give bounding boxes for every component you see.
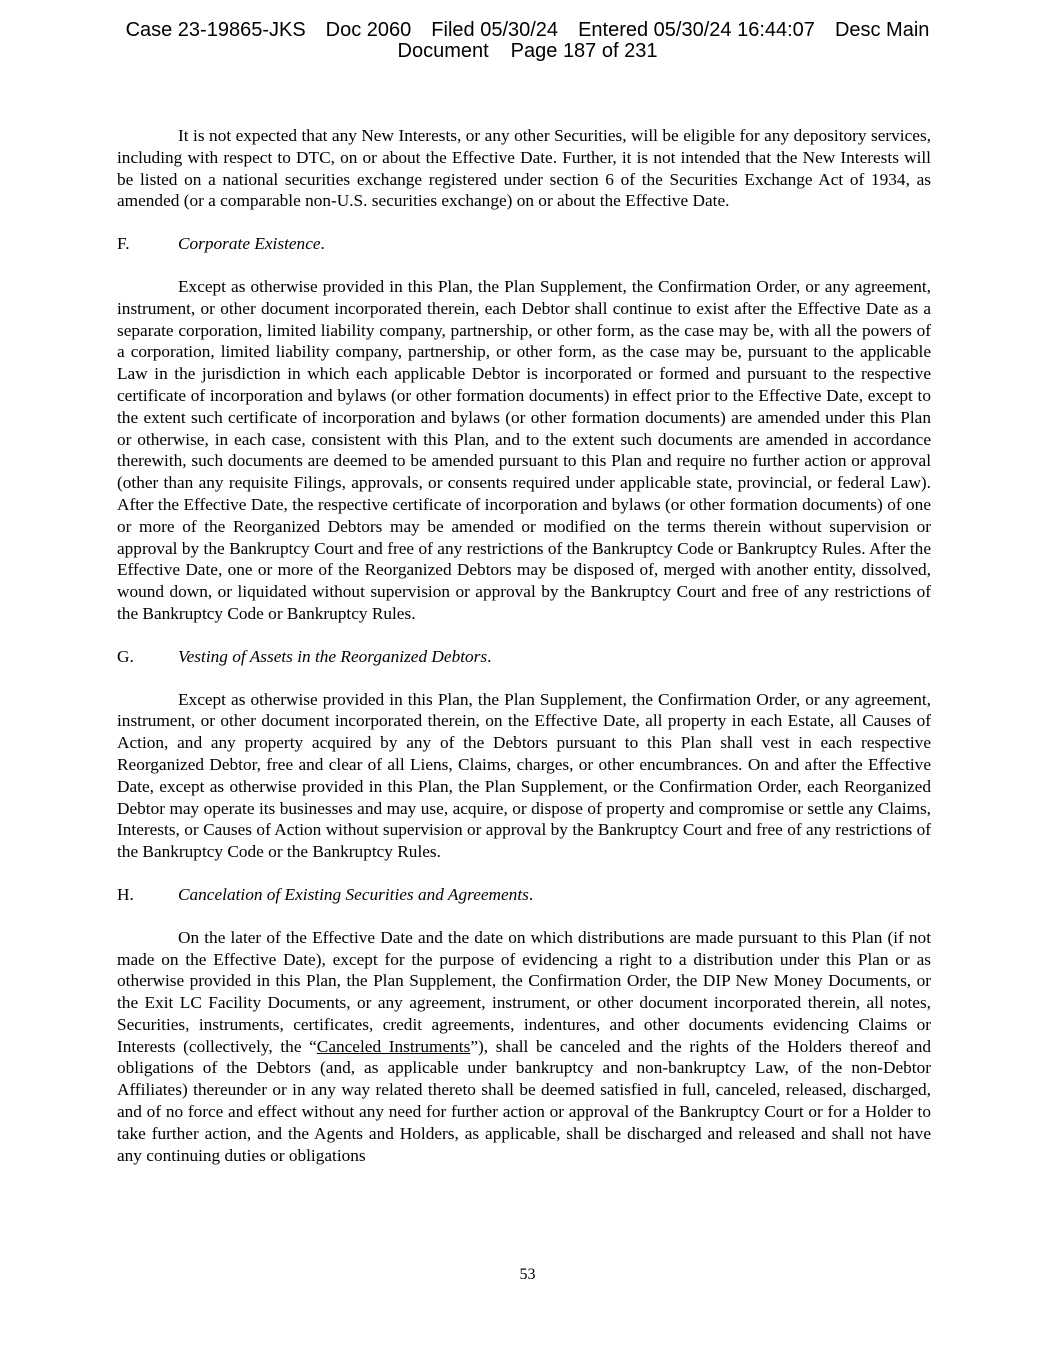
page-number: 53 bbox=[519, 1266, 536, 1283]
section-title: Corporate Existence bbox=[178, 234, 321, 254]
defined-term-canceled-instruments: Canceled Instruments bbox=[316, 1036, 471, 1056]
section-title: Vesting of Assets in the Reorganized Debtors bbox=[178, 646, 488, 666]
entered-date: Entered 05/30/24 16:44:07 bbox=[578, 19, 815, 41]
page-count: Page 187 of 231 bbox=[510, 40, 658, 62]
paragraph-cancelation bbox=[117, 927, 931, 1167]
section-letter: H. bbox=[117, 884, 134, 904]
paragraph-intro: It is not expected that any New Interests, or any other Securities, will be eligible for any depository services, including with respect to DTC, on or about the Effective Date. Further, it is not intended that the New Interests will be listed on a national securities exchange registered under section 6 of the Securities Exchange Act of 1934, as amended (or a comparable non-U.S. securities exchange) on or about the Effective Date. bbox=[117, 126, 931, 211]
section-heading-g: G. Vesting of Assets in the Reorganized Debtors. bbox=[117, 646, 492, 666]
section-letter: G. bbox=[117, 646, 134, 666]
paragraph-corporate-existence: Except as otherwise provided in this Plan, the Plan Supplement, the Confirmation Order, or any agreement, instrument, or other document incorporated therein, each Debtor shall continue to exist after the Effective Date as a separate corporation, limited liability company, partnership, or other form, as the case may be, with all the powers of a corporation, limited liability company, partnership, or other form, as the case may be, pursuant to the applicable Law in the jurisdiction in which each applicable Debtor is incorporated or formed and pursuant to the respective certificate of incorporation and bylaws (or other formation documents) in effect prior to the Effective Date, except to the extent such certificate of incorporation and bylaws (or other formation documents) are amended under this Plan or otherwise, in each case, consistent with this Plan, and to the extent such documents are amended in accordance therewith, such documents are deemed to be amended pursuant to this Plan and require no further action or approval (other than any requisite Filings, approvals, or consents required under applicable state, provincial, or federal Law). After the Effective Date, the respective certificate of incorporation and bylaws (or other formation documents) of one or more of the Reorganized Debtors may be amended or modified on the terms therein without supervision or approval by the Bankruptcy Court and free of any restrictions of the Bankruptcy Code or Bankruptcy Rules. After the Effective Date, one or more of the Reorganized Debtors may be disposed of, merged with another entity, dissolved, wound down, or liquidated without supervision or approval by the Bankruptcy Court and free of any restrictions of the Bankruptcy Code or Bankruptcy Rules. bbox=[117, 276, 931, 623]
paragraph-text-part-1: On the later of the Effective Date and the date on which distributions are made pursuant to this Plan (if not made on the Effective Date), except for the purpose of evidencing a right to a distribution under this Plan or as otherwise provided in this Plan, the Plan Supplement, the Confirmation Order, the DIP New Money Documents, or the Exit LC Facility Documents, or any agreement, instrument, or other document incorporated therein, all notes, Securities, instruments, certificates, credit agreements, indentures, and other documents evidencing Claims or Interests (collectively, the “ bbox=[117, 927, 931, 1056]
filing-header-line-1 bbox=[0, 20, 1055, 41]
document-label: Document bbox=[397, 40, 489, 62]
case-number: Case 23-19865-JKS bbox=[125, 19, 306, 41]
filed-date: Filed 05/30/24 bbox=[431, 19, 559, 41]
document-body bbox=[117, 125, 931, 1166]
court-filing-header bbox=[0, 20, 1055, 62]
section-heading-h: H. Cancelation of Existing Securities and Agreements. bbox=[117, 884, 534, 904]
paragraph-text-part-2: ”), shall be canceled and the rights of the Holders thereof and obligations of the Debtors (and, as applicable under bankruptcy and non-bankruptcy Law, of the non-Debtor Affiliates) thereunder or in any way related thereto shall be deemed satisfied in full, canceled, released, discharged, and of no force and effect without any need for further action or approval of the Bankruptcy Court or for a Holder to take further action, and the Agents and Holders, as applicable, shall be discharged and released and shall not have any continuing duties or obligations bbox=[117, 1036, 931, 1165]
section-title: Cancelation of Existing Securities and Agreements bbox=[178, 884, 529, 904]
doc-number: Doc 2060 bbox=[325, 19, 412, 41]
filing-header-line-2 bbox=[0, 41, 1055, 62]
section-letter: F. bbox=[117, 234, 130, 254]
section-heading-f: F. Corporate Existence. bbox=[117, 234, 325, 254]
paragraph-vesting-of-assets: Except as otherwise provided in this Plan, the Plan Supplement, the Confirmation Order, or any agreement, instrument, or other document incorporated therein, on the Effective Date, all property in each Estate, all Causes of Action, and any property acquired by any of the Debtors pursuant to this Plan shall vest in each respective Reorganized Debtor, free and clear of all Liens, Claims, charges, or other encumbrances. On and after the Effective Date, except as otherwise provided in this Plan, the Plan Supplement, or the Confirmation Order, each Reorganized Debtor may operate its businesses and may use, acquire, or dispose of property and compromise or settle any Claims, Interests, or Causes of Action without supervision or approval by the Bankruptcy Court and free of any restrictions of the Bankruptcy Code or the Bankruptcy Rules. bbox=[117, 689, 931, 862]
desc-label: Desc Main bbox=[834, 19, 930, 41]
